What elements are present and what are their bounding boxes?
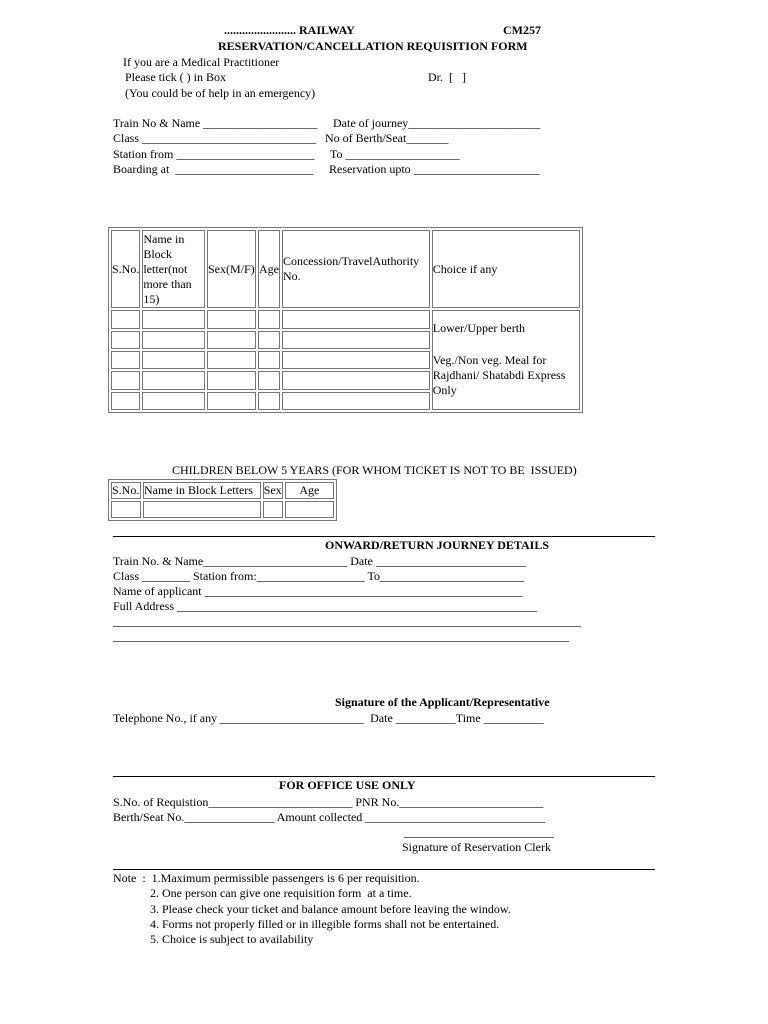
berth-seat-field[interactable]: Berth/Seat No._______________ Amount collected ______________________________ bbox=[113, 810, 546, 824]
children-header-age: Age bbox=[285, 482, 334, 499]
name-cell[interactable] bbox=[143, 501, 261, 518]
sno-cell[interactable] bbox=[111, 331, 140, 349]
sno-cell[interactable] bbox=[111, 351, 140, 369]
name-cell[interactable] bbox=[142, 331, 205, 349]
class-field[interactable]: Class _____________________________ bbox=[113, 131, 317, 145]
age-cell[interactable] bbox=[258, 351, 280, 369]
station-to-field[interactable]: To ___________________ bbox=[330, 147, 460, 161]
age-cell[interactable] bbox=[258, 331, 280, 349]
sex-cell[interactable] bbox=[263, 501, 283, 518]
onward-train-field[interactable]: Train No. & Name________________________ Date _________________________ bbox=[113, 554, 526, 568]
form-code: CM257 bbox=[503, 23, 541, 37]
header-sno: S.No. bbox=[111, 230, 140, 308]
table-row bbox=[111, 501, 334, 518]
sno-cell[interactable] bbox=[111, 310, 140, 328]
sex-cell[interactable] bbox=[207, 310, 256, 328]
reservation-upto-field[interactable]: Reservation upto _____________________ bbox=[329, 162, 540, 176]
sno-cell[interactable] bbox=[111, 371, 140, 389]
medical-line-2: Please tick ( ) in Box bbox=[125, 70, 226, 84]
header-age: Age bbox=[258, 230, 280, 308]
choice-meal: Veg./Non veg. Meal for Rajdhani/ Shatabdi Express Only bbox=[432, 353, 566, 398]
office-title: FOR OFFICE USE ONLY bbox=[279, 778, 416, 792]
name-cell[interactable] bbox=[142, 371, 205, 389]
note-4: 4. Forms not properly filled or in illegible forms shall not be entertained. bbox=[150, 917, 500, 931]
age-cell[interactable] bbox=[285, 501, 334, 518]
address-field[interactable]: Full Address ____________________________________________________________ bbox=[113, 599, 538, 613]
header-sex: Sex(M/F) bbox=[207, 230, 256, 308]
sex-cell[interactable] bbox=[207, 392, 256, 410]
journey-date-field[interactable]: Date of journey______________________ bbox=[333, 116, 541, 130]
name-cell[interactable] bbox=[142, 351, 205, 369]
sex-cell[interactable] bbox=[207, 331, 256, 349]
children-header-sno: S.No. bbox=[112, 483, 140, 497]
children-header-name: Name in Block Letters bbox=[143, 482, 261, 499]
age-cell[interactable] bbox=[258, 371, 280, 389]
doctor-checkbox[interactable]: Dr. [ ] bbox=[428, 70, 466, 84]
passenger-table-header bbox=[111, 230, 580, 308]
header-name: Name in Block letter(not more than 15) bbox=[142, 230, 205, 308]
note-3: 3. Please check your ticket and balance amount before leaving the window. bbox=[150, 902, 511, 916]
onward-title: ONWARD/RETURN JOURNEY DETAILS bbox=[325, 538, 550, 552]
train-field[interactable]: Train No & Name ___________________ bbox=[113, 116, 318, 130]
name-cell[interactable] bbox=[142, 392, 205, 410]
berth-count-field[interactable]: No of Berth/Seat_______ bbox=[325, 131, 449, 145]
age-cell[interactable] bbox=[258, 392, 280, 410]
children-table-header bbox=[111, 482, 334, 499]
clerk-signature-line[interactable]: _________________________ bbox=[404, 825, 554, 839]
applicant-signature-label: Signature of the Applicant/Representative bbox=[335, 695, 550, 709]
header-concession: Concession/TravelAuthority No. bbox=[282, 230, 430, 308]
concession-cell[interactable] bbox=[282, 392, 430, 410]
divider bbox=[113, 869, 655, 870]
choice-berth: Lower/Upper berth bbox=[432, 321, 526, 336]
name-cell[interactable] bbox=[142, 310, 205, 328]
note-5: 5. Choice is subject to availability bbox=[150, 932, 314, 946]
note-1: Note : 1.Maximum permissible passengers is 6 per requisition. bbox=[113, 871, 420, 885]
sex-cell[interactable] bbox=[207, 371, 256, 389]
station-from-field[interactable]: Station from _______________________ bbox=[113, 147, 315, 161]
sno-cell[interactable] bbox=[111, 501, 141, 518]
address-line-2[interactable]: ______________________________________________________________________________ bbox=[113, 614, 581, 628]
age-cell[interactable] bbox=[258, 310, 280, 328]
children-header-sex: Sex bbox=[263, 483, 282, 497]
telephone-field[interactable]: Telephone No., if any ________________________ Date __________Time __________ bbox=[113, 711, 544, 725]
applicant-name-field[interactable]: Name of applicant _____________________________________________________ bbox=[113, 584, 523, 598]
choice-cell bbox=[432, 310, 580, 410]
clerk-signature-label: Signature of Reservation Clerk bbox=[402, 840, 551, 854]
medical-line-1: If you are a Medical Practitioner bbox=[123, 55, 280, 69]
passenger-table bbox=[108, 227, 583, 413]
children-title: CHILDREN BELOW 5 YEARS (FOR WHOM TICKET IS NOT TO BE ISSUED) bbox=[172, 463, 577, 477]
header-choice: Choice if any bbox=[432, 230, 580, 308]
concession-cell[interactable] bbox=[282, 351, 430, 369]
medical-line-3: (You could be of help in an emergency) bbox=[125, 86, 316, 100]
divider bbox=[113, 776, 655, 777]
divider bbox=[113, 536, 655, 537]
address-line-3[interactable]: ____________________________________________________________________________ bbox=[113, 629, 569, 643]
sno-cell[interactable] bbox=[111, 392, 140, 410]
note-2: 2. One person can give one requisition form at a time. bbox=[150, 886, 412, 900]
railway-name: ........................ RAILWAY bbox=[224, 23, 355, 37]
table-row bbox=[111, 310, 580, 328]
requisition-no-field[interactable]: S.No. of Requistion________________________ PNR No.________________________ bbox=[113, 795, 544, 809]
form-title: RESERVATION/CANCELLATION REQUISITION FORM bbox=[218, 39, 528, 53]
concession-cell[interactable] bbox=[282, 371, 430, 389]
onward-class-field[interactable]: Class ________ Station from:__________________ To________________________ bbox=[113, 569, 524, 583]
sex-cell[interactable] bbox=[207, 351, 256, 369]
children-table bbox=[108, 479, 337, 521]
boarding-field[interactable]: Boarding at _______________________ bbox=[113, 162, 314, 176]
concession-cell[interactable] bbox=[282, 310, 430, 328]
concession-cell[interactable] bbox=[282, 331, 430, 349]
